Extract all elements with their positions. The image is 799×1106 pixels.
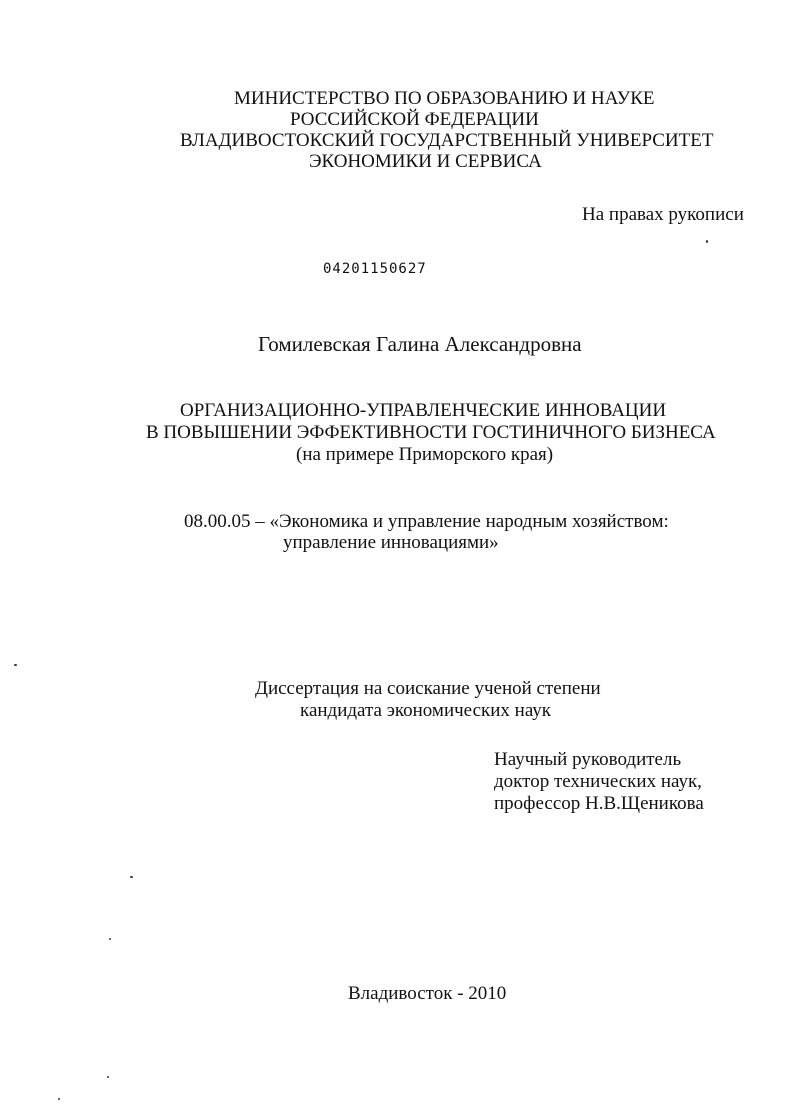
university-line-2: ЭКОНОМИКИ И СЕРВИСА <box>309 151 542 172</box>
supervisor-line-2: доктор технических наук, <box>494 771 702 792</box>
ministry-line-2: РОССИЙСКОЙ ФЕДЕРАЦИИ <box>290 109 539 130</box>
scan-speck <box>107 1076 109 1078</box>
specialty-line-1: 08.00.05 – «Экономика и управление народным хозяйством: <box>184 511 669 532</box>
city-year: Владивосток - 2010 <box>348 983 507 1004</box>
dissertation-line-2: кандидата экономических наук <box>300 700 552 721</box>
dissertation-line-1: Диссертация на соискание ученой степени <box>255 678 601 699</box>
ministry-line-1: МИНИСТЕРСТВО ПО ОБРАЗОВАНИЮ И НАУКЕ <box>234 88 655 109</box>
manuscript-note: На правах рукописи <box>582 204 744 225</box>
university-line-1: ВЛАДИВОСТОКСКИЙ ГОСУДАРСТВЕННЫЙ УНИВЕРСИТЕТ <box>180 130 714 151</box>
scan-speck <box>706 240 708 243</box>
title-line-1: ОРГАНИЗАЦИОННО-УПРАВЛЕНЧЕСКИЕ ИННОВАЦИИ <box>180 400 667 421</box>
supervisor-line-3: профессор Н.В.Щеникова <box>494 793 704 814</box>
supervisor-line-1: Научный руководитель <box>494 749 682 770</box>
scan-speck <box>58 1098 60 1100</box>
title-subtitle: (на примере Приморского края) <box>296 444 554 465</box>
scan-speck <box>130 876 133 878</box>
author-name: Гомилевская Галина Александровна <box>258 332 582 356</box>
registration-number: 04201150627 <box>323 261 427 277</box>
title-line-2: В ПОВЫШЕНИИ ЭФФЕКТИВНОСТИ ГОСТИНИЧНОГО БИЗНЕСА <box>146 422 716 443</box>
specialty-line-2: управление инновациями» <box>283 532 499 553</box>
scan-speck <box>109 938 111 940</box>
scan-speck <box>14 664 17 666</box>
